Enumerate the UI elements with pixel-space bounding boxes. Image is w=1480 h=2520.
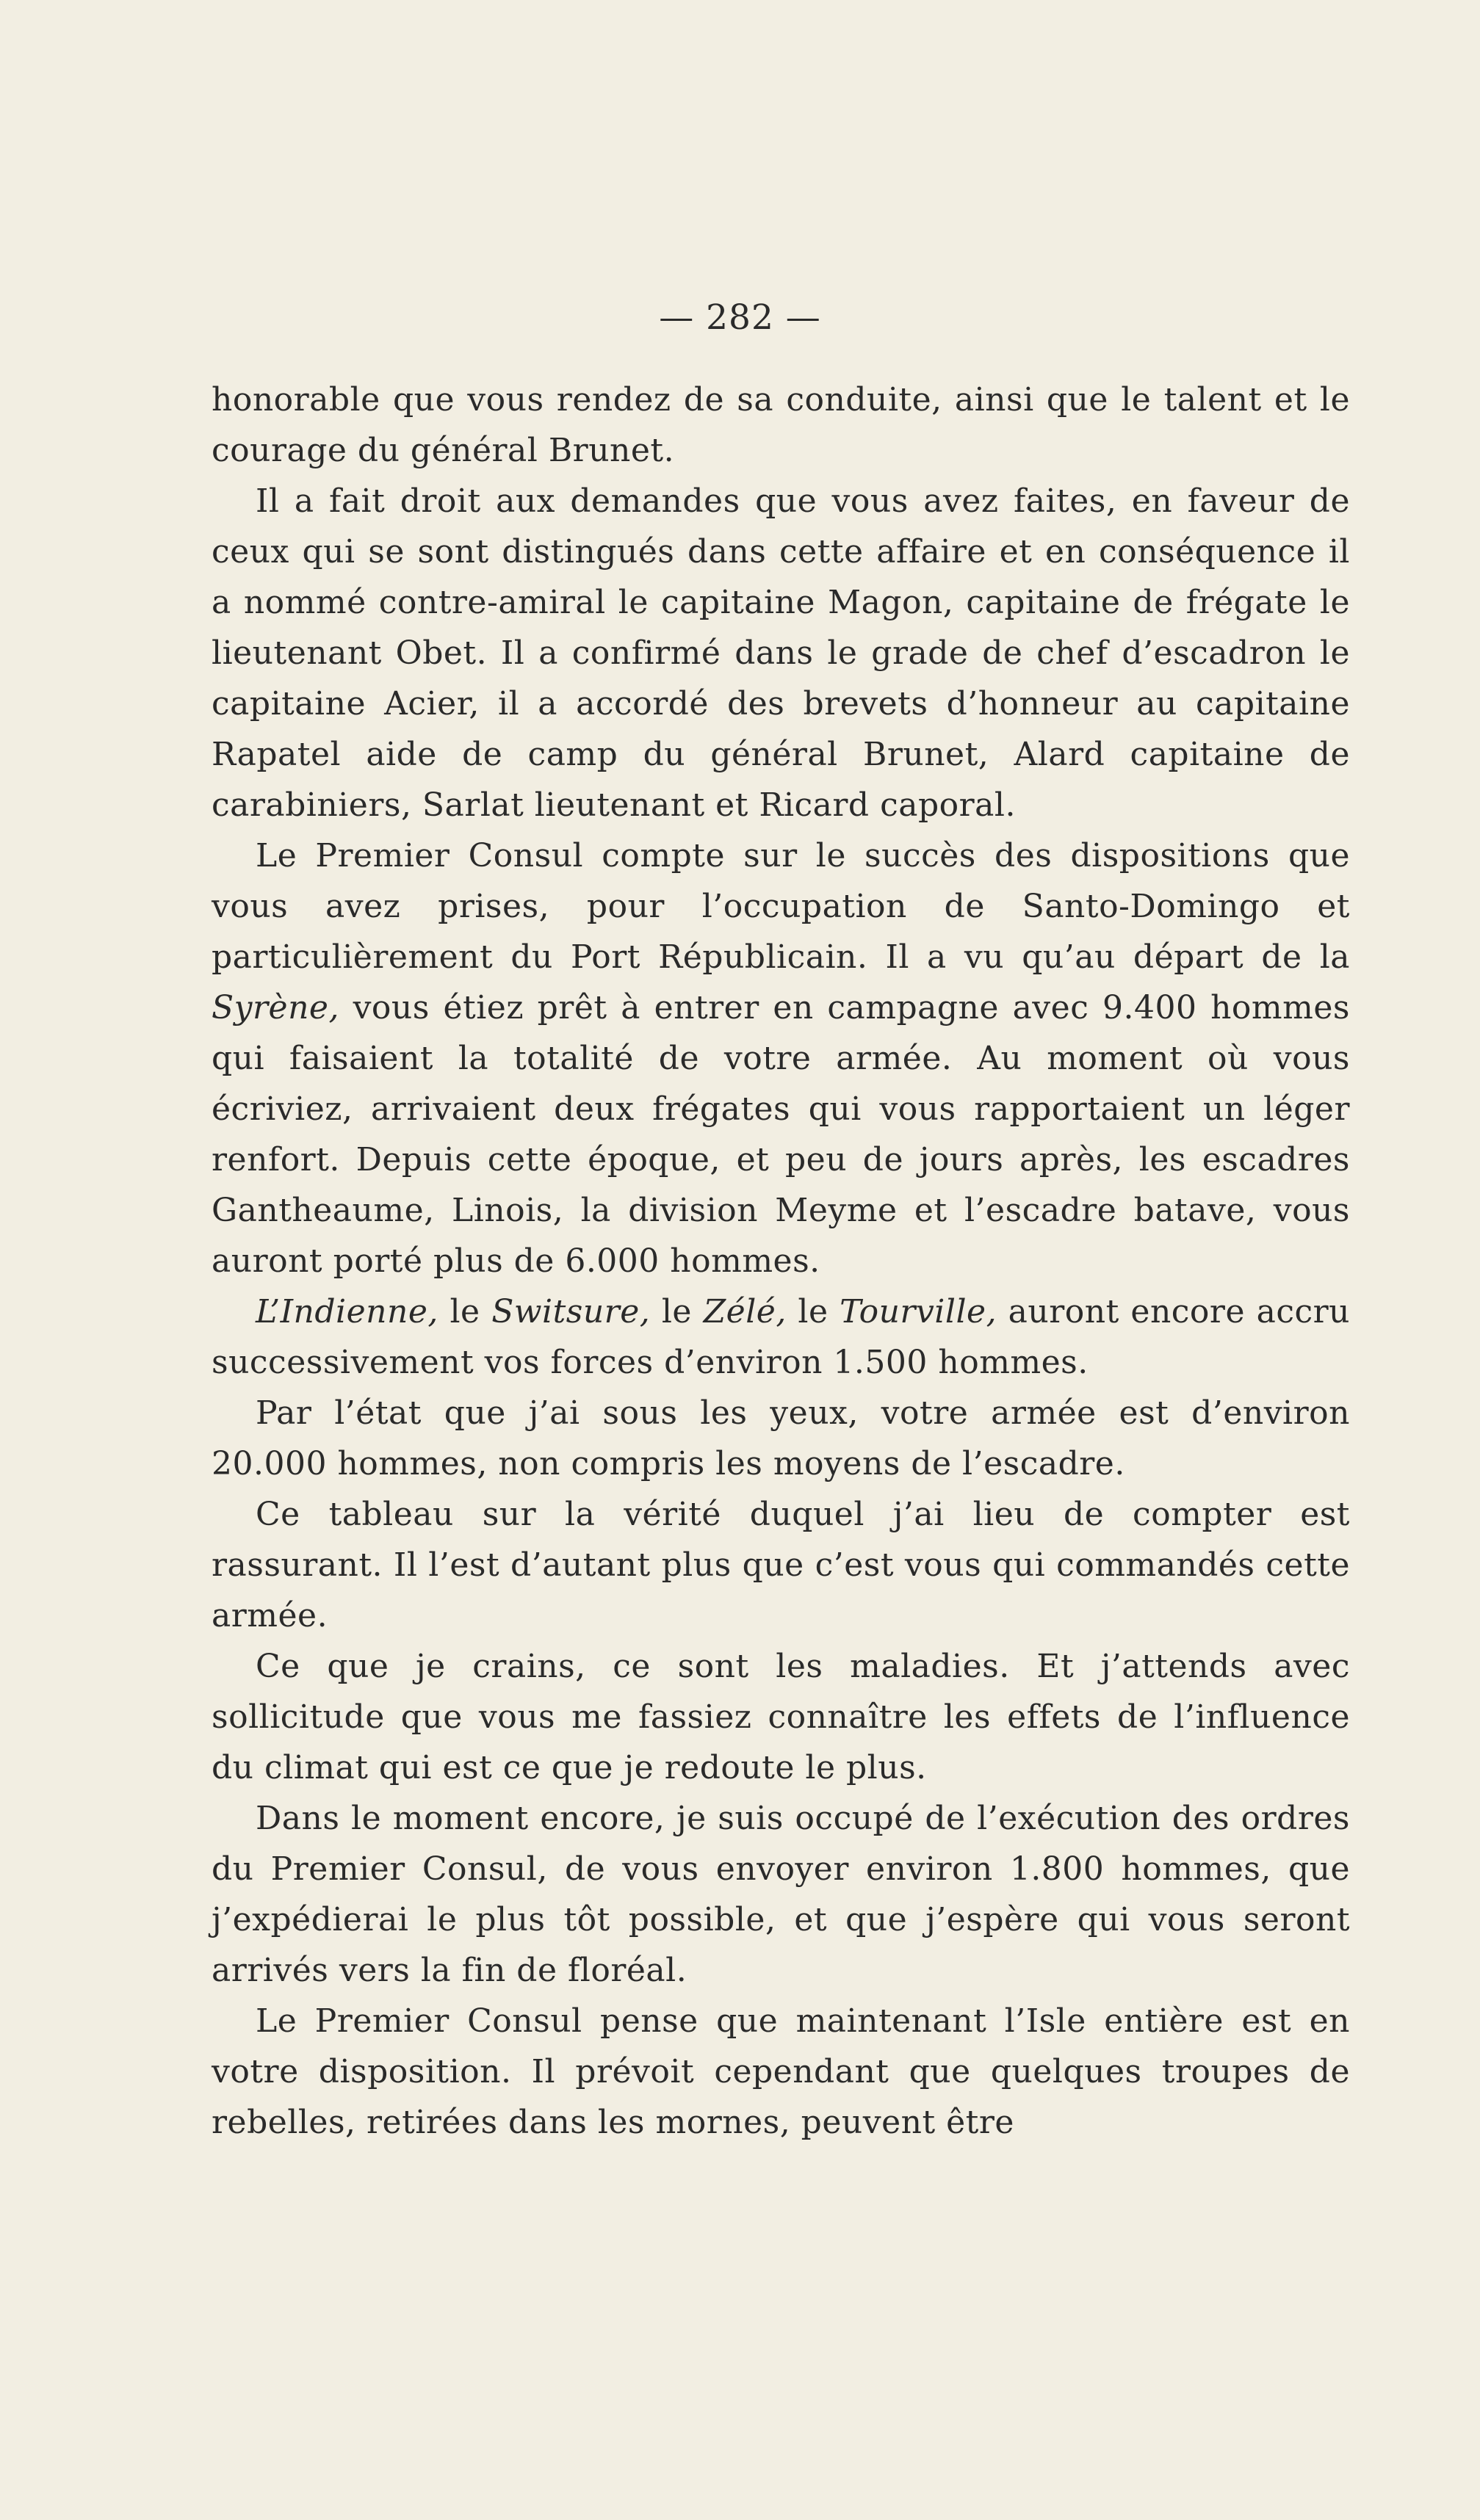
paragraph-7: Ce que je crains, ce sont les maladies. Et j’attends avec sollicitude que vous me fassiez connaître les effets de l’influence du climat qui est ce que je redoute le plus.	[212, 1648, 1350, 1786]
paragraph-3-text-a: Le Premier Consul compte sur le succès des dispositions que vous avez prises, pour l’occupation de Santo-Domingo et particulièrement du Port Républicain. Il a vu qu’au départ de la	[212, 837, 1350, 976]
paragraph-1: honorable que vous rendez de sa conduite, ainsi que le talent et le courage du général Brunet.	[212, 381, 1350, 469]
paragraph-4-text-4: auront encore accru successivement vos forces d’environ 1.500 hommes.	[212, 1293, 1350, 1381]
paragraph-9: Le Premier Consul pense que maintenant l’Isle entière est en votre disposition. Il prévoit cependant que quelques troupes de rebelles, retirées dans les mornes, peuvent être	[212, 2002, 1350, 2141]
paragraph-3	[212, 830, 1350, 1286]
page-number: — 282 —	[659, 297, 821, 338]
paragraph-8: Dans le moment encore, je suis occupé de l’exécution des ordres du Premier Consul, de vous envoyer environ 1.800 hommes, que j’expédierai le plus tôt possible, et que j’espère qui vous seront arrivés vers la fin de floréal.	[212, 1800, 1350, 1989]
paragraph-2: Il a fait droit aux demandes que vous avez faites, en faveur de ceux qui se sont distingués dans cette affaire et en conséquence il a nommé contre-amiral le capitaine Magon, capitaine de frégate le lieutenant Obet. Il a confirmé dans le grade de chef d’escadron le capitaine Acier, il a accordé des brevets d’honneur au capitaine Rapatel aide de camp du général Brunet, Alard capitaine de carabiniers, Sarlat lieutenant et Ricard caporal.	[212, 482, 1350, 824]
paragraph-5: Par l’état que j’ai sous les yeux, votre armée est d’environ 20.000 hommes, non compris les moyens de l’escadre.	[212, 1394, 1350, 1482]
ship-name-tourville: Tourville,	[840, 1293, 997, 1330]
ship-name-zele: Zélé,	[703, 1293, 787, 1330]
paragraph-4-text-1: le	[438, 1293, 492, 1330]
ship-name-syrene: Syrène,	[212, 989, 339, 1027]
paragraph-6: Ce tableau sur la vérité duquel j’ai lieu de compter est rassurant. Il l’est d’autant plus que c’est vous qui commandés cette armée.	[212, 1496, 1350, 1634]
body-text	[212, 374, 1350, 2148]
paragraph-3-text-b: vous étiez prêt à entrer en campagne avec 9.400 hommes qui faisaient la totalité de votre armée. Au moment où vous écriviez, arrivaient deux frégates qui vous rapportaient un léger renfort. Depuis cette époque, et peu de jours après, les escadres Gantheaume, Linois, la division Meyme et l’escadre batave, vous auront porté plus de 6.000 hommes.	[212, 989, 1350, 1280]
paragraph-4-text-2: le	[650, 1293, 704, 1330]
ship-name-switsure: Switsure,	[491, 1293, 651, 1330]
ship-name-indienne: L’Indienne,	[256, 1293, 438, 1330]
paragraph-4	[212, 1286, 1350, 1388]
paragraph-4-text-3: le	[786, 1293, 840, 1330]
